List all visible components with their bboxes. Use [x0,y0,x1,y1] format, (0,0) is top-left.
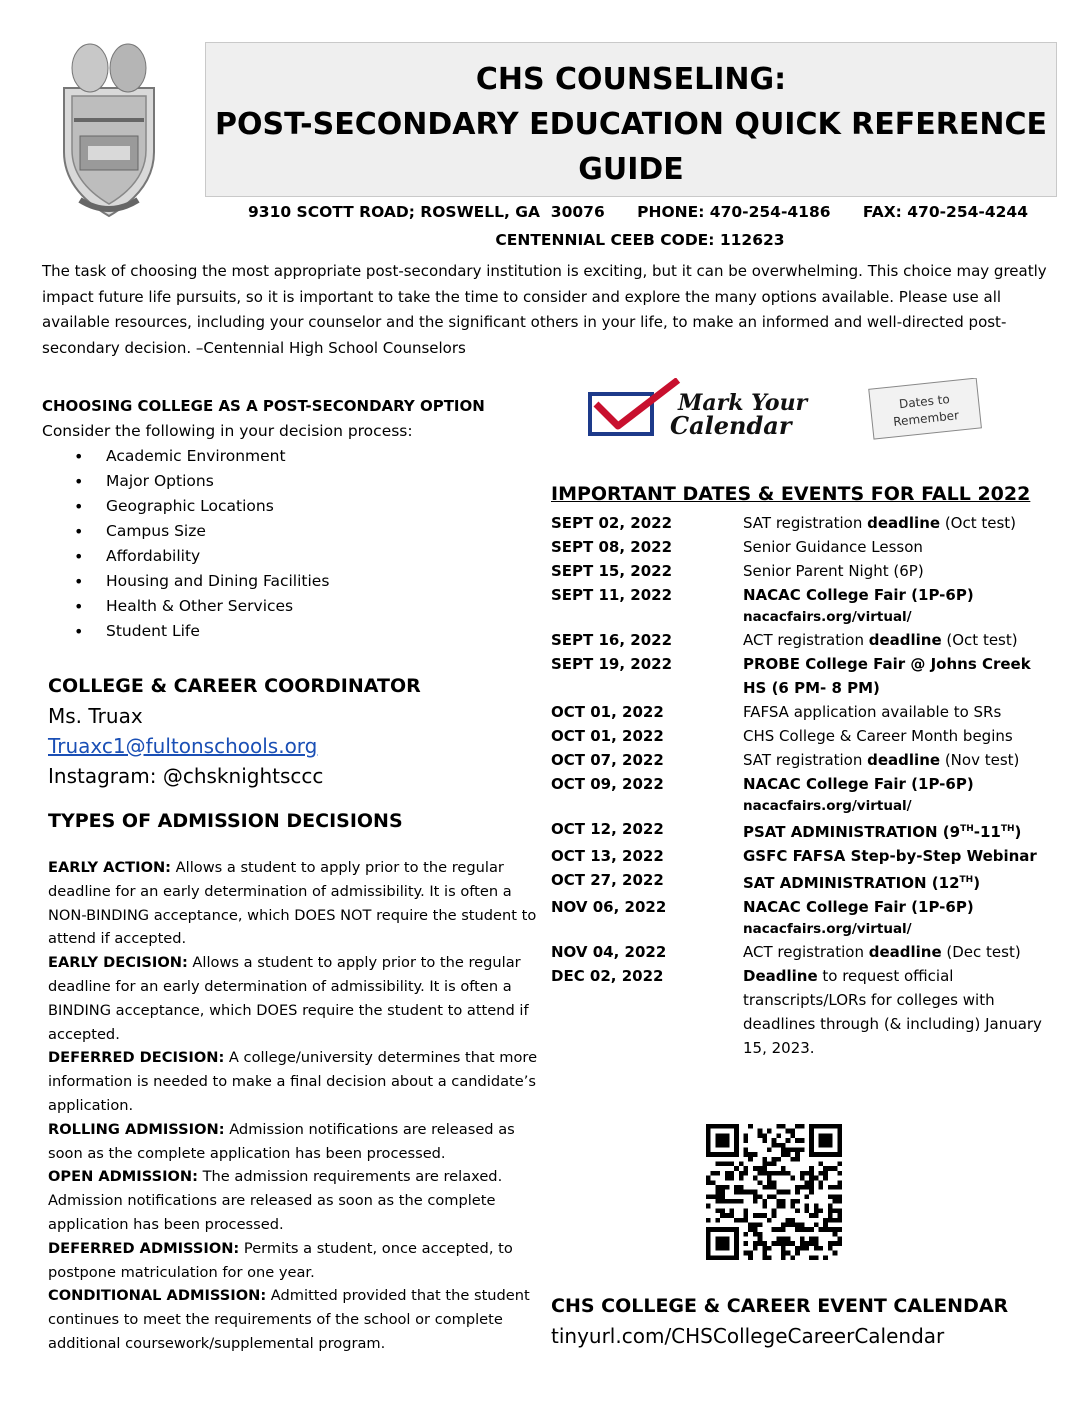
event-text-post: (Nov test) [940,751,1020,769]
event-row [551,772,1051,817]
event-row [551,940,1051,964]
event-text-bold: Deadline [743,967,818,985]
coordinator-heading: COLLEGE & CAREER COORDINATOR [48,675,421,697]
event-row [551,844,1051,868]
admission-type [48,1165,538,1236]
admission-description: A college/university determines that more information is needed to make a final decision about a candidate’s application. [48,1049,538,1114]
event-description [743,940,1051,964]
factor-item: • Major Options [42,469,329,494]
event-date: OCT 01, 2022 [551,727,664,745]
event-date: SEPT 15, 2022 [551,562,673,580]
admission-description: Permits a student, once accepted, to postpone matriculation for one year. [48,1239,513,1281]
admission-term: DEFERRED DECISION: [48,1049,225,1067]
admission-type [48,1237,538,1285]
event-row [551,748,1051,772]
event-row [551,817,1051,844]
admission-term: OPEN ADMISSION: [48,1168,198,1186]
school-crest-logo [50,40,168,220]
event-text-post: (Oct test) [940,514,1017,532]
event-description [743,700,1051,724]
event-description [743,772,1051,817]
address: 9310 SCOTT ROAD; ROSWELL, GA 30076 [248,203,605,221]
events-heading: IMPORTANT DATES & EVENTS FOR FALL 2022 [551,483,1031,505]
ceeb-code: CENTENNIAL CEEB CODE: 112623 [495,231,785,249]
event-text-bold: deadline [868,631,942,649]
event-date: SEPT 16, 2022 [551,631,673,649]
event-date: DEC 02, 2022 [551,967,664,985]
event-row [551,700,1051,724]
event-link[interactable]: nacacfairs.org/virtual/ [743,921,912,937]
event-row [551,535,1051,559]
factor-item: • Health & Other Services [42,594,329,619]
title-line-2: POST-SECONDARY EDUCATION QUICK REFERENCE [215,107,1047,142]
factor-item: • Campus Size [42,519,329,544]
event-description [743,844,1051,868]
banner-tag-2: Remember [892,408,960,429]
event-row [551,895,1051,940]
event-text-post: to request official transcripts/LORs for colleges with deadlines through (& including) January 15, 2023. [743,967,1042,1057]
event-text-bold: deadline [868,943,942,961]
event-text-bold: NACAC College Fair (1P-6P) [743,898,974,916]
admission-term: DEFERRED ADMISSION: [48,1239,240,1257]
events-list [551,511,1051,1060]
choosing-heading: CHOOSING COLLEGE AS A POST-SECONDARY OPTION [42,397,485,415]
event-text-post: (Oct test) [941,631,1018,649]
event-calendar-heading: CHS COLLEGE & CAREER EVENT CALENDAR [551,1295,1009,1317]
contact-line [0,203,1080,221]
admission-description: The admission requirements are relaxed. Admission notifications are released as soon as the complete application has been processed. [48,1168,503,1233]
event-date: SEPT 11, 2022 [551,586,673,604]
event-text-pre: Senior Guidance Lesson [743,538,923,556]
event-description [743,895,1051,940]
event-text-pre: SAT registration [743,514,868,532]
event-description [743,724,1051,748]
event-date: OCT 09, 2022 [551,775,664,793]
coordinator-email-link[interactable]: Truaxc1@fultonschools.org [48,734,318,758]
event-description [743,748,1051,772]
admission-type [48,1118,538,1166]
event-row [551,652,1051,700]
event-text-bold: NACAC College Fair (1P-6P) [743,775,974,793]
factor-list [42,444,329,644]
admission-description: Allows a student to apply prior to the regular deadline for an early determination of admissibility. It is often a BINDING acceptance, which DOES require the student to attend if accepted. [48,954,529,1043]
event-row [551,868,1051,895]
event-date: OCT 01, 2022 [551,703,664,721]
event-description [743,511,1051,535]
mark-your-calendar-banner [586,378,986,440]
qr-code-icon [706,1124,842,1260]
admission-type [48,1046,538,1117]
event-text-bold: PROBE College Fair @ Johns Creek HS (6 PM- 8 PM) [743,655,1031,697]
phone: PHONE: 470-254-4186 [637,203,831,221]
event-description [743,817,1051,844]
intro-paragraph: The task of choosing the most appropriate post-secondary institution is exciting, but it can be overwhelming. This choice may greatly impact future life pursuits, so it is important to take the time to consider and explore the many options available. Please use all available resources, including your counselor and the significant others in your life, to make an informed and well-directed post-secondary decision. –Centennial High School Counselors [42,262,1047,357]
guide-title [205,42,1057,197]
event-date: OCT 07, 2022 [551,751,664,769]
event-description [743,583,1051,628]
event-date: SEPT 02, 2022 [551,514,673,532]
banner-line-1: Mark Your [678,390,808,416]
event-text-pre: FAFSA application available to SRs [743,703,1002,721]
event-date: SEPT 08, 2022 [551,538,673,556]
event-date: OCT 12, 2022 [551,820,664,838]
banner-tag-1: Dates to [898,391,951,412]
admission-type [48,856,538,951]
event-text-pre: SAT registration [743,751,868,769]
event-text-pre: Senior Parent Night (6P) [743,562,924,580]
title-line-1: CHS COUNSELING: [475,62,787,97]
event-calendar-url[interactable]: tinyurl.com/CHSCollegeCareerCalendar [551,1324,945,1348]
event-description [743,964,1051,1060]
event-date: NOV 04, 2022 [551,943,667,961]
fax: FAX: 470-254-4244 [862,203,1028,221]
event-text-bold: deadline [867,514,941,532]
event-description [743,652,1051,700]
event-text-pre: ACT registration [743,631,869,649]
event-row [551,724,1051,748]
admission-description: Admission notifications are released as soon as the complete application has been processed. [48,1120,515,1162]
admission-heading: TYPES OF ADMISSION DECISIONS [48,810,403,832]
choosing-subheading: Consider the following in your decision process: [42,422,413,440]
event-text-pre: CHS College & Career Month begins [743,727,1013,745]
admission-description: Admitted provided that the student continues to meet the requirements of the school or complete additional coursework/supplemental program. [48,1287,530,1352]
coordinator-name: Ms. Truax [48,704,143,728]
admission-types-list [48,856,538,1356]
factor-item: • Affordability [42,544,329,569]
event-date: OCT 27, 2022 [551,871,664,889]
event-text-bold: PSAT ADMINISTRATION (9TH-11TH) [743,823,1022,841]
event-text-bold: deadline [867,751,941,769]
event-row [551,559,1051,583]
event-description [743,559,1051,583]
admission-term: ROLLING ADMISSION: [48,1120,225,1138]
admission-term: EARLY ACTION: [48,859,172,876]
admission-term: EARLY DECISION: [48,954,188,972]
event-row [551,511,1051,535]
admission-term: CONDITIONAL ADMISSION: [48,1287,267,1305]
event-text-pre: ACT registration [743,943,869,961]
event-date: OCT 13, 2022 [551,847,664,865]
event-link[interactable]: nacacfairs.org/virtual/ [743,798,912,814]
event-row [551,964,1051,1060]
factor-item: • Housing and Dining Facilities [42,569,329,594]
banner-line-2: Calendar [670,411,792,440]
event-text-bold: NACAC College Fair (1P-6P) [743,586,974,604]
event-text-post: (Dec test) [941,943,1021,961]
event-description [743,535,1051,559]
coordinator-instagram: Instagram: @chsknightsccc [48,764,324,788]
factor-item: • Geographic Locations [42,494,329,519]
event-text-bold: GSFC FAFSA Step-by-Step Webinar [743,847,1037,865]
admission-description: Allows a student to apply prior to the regular deadline for an early determination of admissibility. It is often a NON-BINDING acceptance, which DOES NOT require the student to attend if accepted. [48,859,537,948]
admission-type [48,951,538,1046]
factor-item: • Academic Environment [42,444,329,469]
title-line-3: GUIDE [578,152,684,187]
factor-item: • Student Life [42,619,329,644]
event-row [551,628,1051,652]
event-row [551,583,1051,628]
event-date: NOV 06, 2022 [551,898,667,916]
event-link[interactable]: nacacfairs.org/virtual/ [743,609,912,625]
admission-type [48,1284,538,1355]
event-date: SEPT 19, 2022 [551,655,673,673]
event-text-bold: SAT ADMINISTRATION (12TH) [743,874,981,892]
event-description [743,868,1051,895]
event-description [743,628,1051,652]
